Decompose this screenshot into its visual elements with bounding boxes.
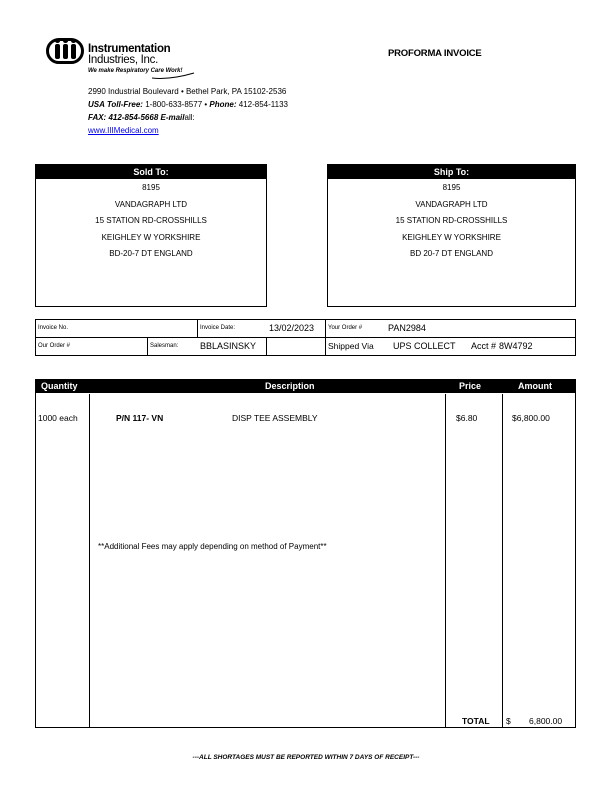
company-tagline: We make Respiratory Care Work! [88, 68, 183, 74]
quantity-header: Quantity [41, 381, 78, 391]
sold-to-line: VANDAGRAPH LTD [114, 199, 188, 209]
ship-to-box [327, 164, 576, 307]
sold-to-line: KEIGHLEY W YORKSHIRE [101, 232, 201, 242]
shipped-via-label: Shipped Via [328, 341, 374, 351]
invoice-date-cell [197, 319, 326, 338]
company-name [88, 44, 170, 66]
fax-label: FAX: 412-854-5668 E-mail [88, 113, 185, 122]
toll-free-number: 1-800-633-8577 [145, 100, 203, 109]
invoice-date: 13/02/2023 [269, 323, 315, 333]
toll-free-label: USA Toll-Free: [88, 100, 143, 109]
document-title: PROFORMA INVOICE [388, 48, 482, 59]
invoice-no-cell [35, 319, 198, 338]
payment-note: **Additional Fees may apply depending on method of Payment** [98, 542, 327, 551]
salesman: BBLASINSKY [200, 341, 257, 351]
phone-label: Phone: [209, 100, 237, 109]
column-divider [445, 394, 446, 727]
ship-to-line: KEIGHLEY W YORKSHIRE [402, 232, 501, 242]
your-order: PAN2984 [388, 323, 426, 333]
column-divider [502, 394, 503, 727]
company-name-line1: Instrumentation [88, 43, 171, 55]
sold-to-line: 8195 [142, 183, 160, 192]
total-label: TOTAL [462, 716, 490, 726]
company-logo-icon [46, 38, 84, 64]
acct-label: Acct # [471, 341, 497, 351]
ship-to-line: 15 STATION RD-CROSSHILLS [395, 216, 508, 225]
our-order-cell [35, 337, 148, 356]
ship-to-line: VANDAGRAPH LTD [415, 199, 488, 209]
our-order-label: Our Order # [38, 343, 71, 349]
row-amount: $6,800.00 [512, 413, 550, 423]
sold-to-line: BD-20-7 DT ENGLAND [109, 249, 193, 258]
amount-header: Amount [518, 381, 552, 391]
phone-number: 412-854-1133 [238, 100, 288, 109]
row-part-number: P/N 117- VN [116, 413, 164, 423]
items-table-header [36, 380, 575, 393]
invoice-no-label: Invoice No. [38, 325, 69, 331]
salesman-cell [147, 337, 267, 356]
swoosh-icon [150, 70, 196, 80]
ship-to-heading: Ship To: [328, 165, 575, 179]
acct-number: 8W4792 [499, 341, 533, 351]
your-order-label: Your Order # [328, 325, 363, 331]
website-link[interactable]: www.IIIMedical.com [88, 126, 159, 135]
description-header: Description [265, 381, 315, 391]
ship-to-line: BD 20-7 DT ENGLAND [410, 249, 493, 258]
ship-to-line: 8195 [442, 183, 461, 192]
total-currency: $ [506, 716, 511, 726]
invoice-date-label: Invoice Date: [200, 325, 236, 331]
row-price: $6.80 [456, 413, 478, 423]
company-address: 2990 Industrial Boulevard • Bethel Park, PA 15102-2536 [88, 87, 287, 96]
total-amount: 6,800.00 [529, 716, 563, 726]
items-table [35, 379, 576, 728]
sold-to-line: 15 STATION RD-CROSSHILLS [95, 216, 207, 225]
shipped-via: UPS COLLECT [393, 341, 456, 351]
row-quantity: 1000 each [38, 413, 78, 423]
shortage-notice: ---ALL SHORTAGES MUST BE REPORTED WITHIN 7 DAYS OF RECEIPT--- [192, 754, 420, 761]
company-fax-email [88, 113, 195, 122]
column-divider [89, 394, 90, 727]
email-suffix: all: [184, 113, 195, 122]
salesman-label: Salesman: [150, 343, 179, 349]
row-description: DISP TEE ASSEMBLY [232, 413, 318, 423]
shipped-via-cell [325, 337, 576, 356]
price-header: Price [459, 381, 482, 391]
your-order-cell [325, 319, 576, 338]
company-name-line2: Industries, Inc. [88, 54, 158, 66]
sold-to-heading: Sold To: [36, 165, 266, 179]
company-phones: USA Toll-Free: 1-800-633-8577 • Phone: 412-854-1133 [88, 100, 288, 109]
sold-to-box [35, 164, 267, 307]
blank-cell [266, 337, 326, 356]
